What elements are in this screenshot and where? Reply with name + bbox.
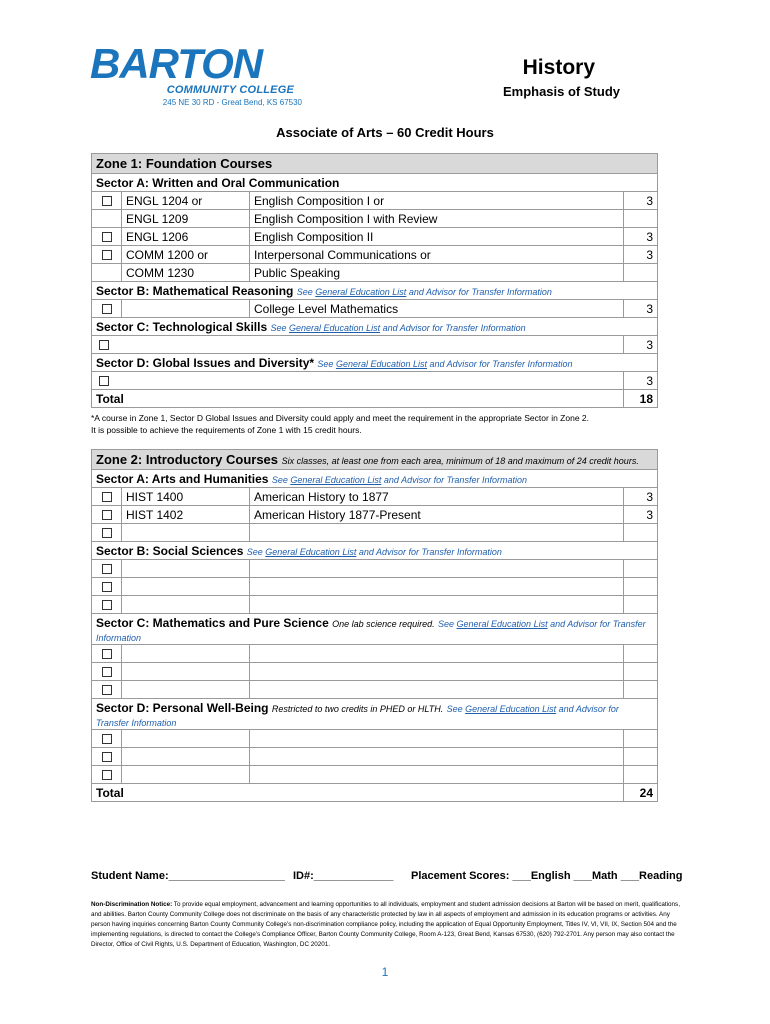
course-row bbox=[92, 748, 658, 766]
zone1-table bbox=[91, 153, 658, 408]
course-title: College Level Mathematics bbox=[250, 300, 624, 318]
notice-label: Non-Discrimination Notice: bbox=[91, 901, 173, 908]
zone2-sector-d-header bbox=[92, 699, 658, 730]
course-checkbox[interactable] bbox=[102, 685, 112, 695]
course-row bbox=[92, 300, 658, 318]
transfer-info-link[interactable]: See General Education List and Advisor for Transfer Information bbox=[296, 286, 552, 297]
total-label: Total bbox=[92, 390, 624, 408]
zone1-heading: Zone 1: Foundation Courses bbox=[92, 154, 658, 174]
zone1-total-row bbox=[92, 390, 658, 408]
course-checkbox[interactable] bbox=[102, 649, 112, 659]
course-row bbox=[92, 645, 658, 663]
document-subtitle: Emphasis of Study bbox=[502, 84, 620, 99]
logo-wordmark: BARTON bbox=[90, 40, 263, 87]
course-title: American History to 1877 bbox=[250, 488, 624, 506]
course-row bbox=[92, 210, 658, 228]
zone1-sector-a-heading: Sector A: Written and Oral Communication bbox=[92, 174, 658, 192]
zone1-sector-a-header bbox=[92, 174, 658, 192]
zone1-sector-b-header bbox=[92, 282, 658, 300]
placement-scores-field[interactable]: Placement Scores: ___English ___Math ___Reading bbox=[411, 870, 683, 882]
course-checkbox[interactable] bbox=[102, 250, 112, 260]
course-row bbox=[92, 524, 658, 542]
course-row bbox=[92, 730, 658, 748]
course-credits: 3 bbox=[624, 246, 658, 264]
course-checkbox[interactable] bbox=[102, 667, 112, 677]
zone2-sector-b-header bbox=[92, 542, 658, 560]
course-row bbox=[92, 488, 658, 506]
zone1-sector-c-heading: Sector C: Technological Skills bbox=[96, 319, 268, 334]
zone2-sector-b-heading: Sector B: Social Sciences bbox=[96, 543, 244, 558]
document-title: History bbox=[522, 56, 595, 79]
course-credits: 3 bbox=[624, 228, 658, 246]
course-checkbox[interactable] bbox=[102, 492, 112, 502]
zone1-sector-c-header bbox=[92, 318, 658, 336]
zone2-sector-a-header bbox=[92, 470, 658, 488]
course-row bbox=[92, 506, 658, 524]
course-code: COMM 1230 bbox=[122, 264, 250, 282]
zone2-sector-d-note: Restricted to two credits in PHED or HLTH. bbox=[271, 704, 444, 714]
barton-logo bbox=[90, 40, 310, 107]
course-code: ENGL 1204 or bbox=[122, 192, 250, 210]
transfer-info-link[interactable]: See General Education List and Advisor for Transfer Information bbox=[246, 546, 502, 557]
course-checkbox[interactable] bbox=[102, 582, 112, 592]
course-row bbox=[92, 560, 658, 578]
course-checkbox[interactable] bbox=[102, 196, 112, 206]
total-value: 18 bbox=[624, 390, 658, 408]
course-title: English Composition I or bbox=[250, 192, 624, 210]
course-checkbox[interactable] bbox=[99, 340, 109, 350]
zone1-sector-b-heading: Sector B: Mathematical Reasoning bbox=[96, 283, 294, 298]
course-title: American History 1877-Present bbox=[250, 506, 624, 524]
total-label: Total bbox=[92, 784, 624, 802]
course-row bbox=[92, 372, 658, 390]
course-credits bbox=[624, 264, 658, 282]
course-checkbox[interactable] bbox=[102, 752, 112, 762]
zone2-table bbox=[91, 449, 658, 802]
transfer-info-link[interactable]: See General Education List and Advisor for Transfer Information bbox=[271, 474, 527, 485]
course-checkbox[interactable] bbox=[99, 376, 109, 386]
course-row bbox=[92, 681, 658, 699]
course-code: HIST 1400 bbox=[122, 488, 250, 506]
logo-subtitle: COMMUNITY COLLEGE bbox=[166, 84, 294, 96]
page-number: 1 bbox=[381, 965, 389, 979]
course-code: COMM 1200 or bbox=[122, 246, 250, 264]
course-credits: 3 bbox=[624, 372, 658, 390]
zone2-note: Six classes, at least one from each area, minimum of 18 and maximum of 24 credit hours. bbox=[281, 456, 639, 466]
course-row bbox=[92, 192, 658, 210]
zone2-sector-c-note: One lab science required. bbox=[332, 619, 435, 629]
notice-text: To provide equal employment, advancement and learning opportunities to all individuals, employment and student admission decisions at Barton will be based on merit, qualifications, and abilities. Barton County Community College does not discriminate on the basis of any characteristic protected by law in all aspects of employment and admission in its education programs or activities. Any person having inquiries concerning Barton County Community College’s non-discrimination compliance policy, including the application of Equal Opportunity Employment, Titles IV, VI, VII, IX, Section 504 and the implementing regulations, is directed to contact the College’s Compliance Officer, Barton County Community College, Room A-123, Great Bend, Kansas 67530, (620) 792-2701. Any person may also contact the Director, Office of Civil Rights, U.S. Department of Education, Washington, DC 20201. bbox=[91, 901, 680, 948]
transfer-info-link-continued[interactable]: Information bbox=[96, 633, 142, 643]
course-code: ENGL 1209 bbox=[122, 210, 250, 228]
course-checkbox[interactable] bbox=[102, 564, 112, 574]
course-row bbox=[92, 578, 658, 596]
course-checkbox[interactable] bbox=[102, 770, 112, 780]
course-code: ENGL 1206 bbox=[122, 228, 250, 246]
course-checkbox[interactable] bbox=[102, 734, 112, 744]
zone2-heading: Zone 2: Introductory Courses bbox=[96, 452, 279, 467]
course-title: Public Speaking bbox=[250, 264, 624, 282]
course-title: English Composition II bbox=[250, 228, 624, 246]
course-row bbox=[92, 663, 658, 681]
student-name-field[interactable]: Student Name:___________________ bbox=[91, 870, 285, 882]
transfer-info-link[interactable]: See General Education List and Advisor for bbox=[446, 704, 619, 714]
zone1-footnote: *A course in Zone 1, Sector D Global Issues and Diversity could apply and meet the requirement in the appropriate Sector in Zone 2. It is possible to achieve the requirements of Zone 1 with 15 credit hours. bbox=[91, 413, 589, 435]
course-checkbox[interactable] bbox=[102, 510, 112, 520]
zone2-sector-c-header bbox=[92, 614, 658, 645]
course-credits: 3 bbox=[624, 506, 658, 524]
student-id-field[interactable]: ID#:_____________ bbox=[293, 870, 394, 882]
non-discrimination-notice bbox=[91, 900, 681, 950]
course-credits: 3 bbox=[624, 488, 658, 506]
zone2-total-row bbox=[92, 784, 658, 802]
course-row bbox=[92, 336, 658, 354]
course-credits bbox=[624, 210, 658, 228]
course-credits: 3 bbox=[624, 336, 658, 354]
transfer-info-link-continued[interactable]: Transfer Information bbox=[96, 718, 177, 728]
course-checkbox[interactable] bbox=[102, 528, 112, 538]
transfer-info-link[interactable]: See General Education List and Advisor for Transfer bbox=[438, 619, 646, 629]
course-row bbox=[92, 596, 658, 614]
zone1-sector-d-heading: Sector D: Global Issues and Diversity* bbox=[96, 355, 315, 370]
transfer-info-link[interactable]: See General Education List and Advisor for Transfer Information bbox=[317, 358, 573, 369]
course-credits: 3 bbox=[624, 300, 658, 318]
course-title: Interpersonal Communications or bbox=[250, 246, 624, 264]
course-row bbox=[92, 766, 658, 784]
course-checkbox[interactable] bbox=[102, 600, 112, 610]
degree-heading: Associate of Arts – 60 Credit Hours bbox=[276, 125, 494, 140]
course-row bbox=[92, 246, 658, 264]
zone2-sector-a-heading: Sector A: Arts and Humanities bbox=[96, 471, 269, 486]
course-credits: 3 bbox=[624, 192, 658, 210]
logo-address: 245 NE 30 RD - Great Bend, KS 67530 bbox=[162, 98, 302, 107]
zone2-header bbox=[92, 450, 658, 470]
course-checkbox[interactable] bbox=[102, 304, 112, 314]
course-checkbox[interactable] bbox=[102, 232, 112, 242]
zone2-sector-d-heading: Sector D: Personal Well-Being bbox=[96, 701, 269, 715]
zone1-sector-d-header bbox=[92, 354, 658, 372]
course-row bbox=[92, 228, 658, 246]
transfer-info-link[interactable]: See General Education List and Advisor for Transfer Information bbox=[270, 322, 526, 333]
zone2-sector-c-heading: Sector C: Mathematics and Pure Science bbox=[96, 616, 329, 630]
total-value: 24 bbox=[624, 784, 658, 802]
course-title: English Composition I with Review bbox=[250, 210, 624, 228]
zone1-header bbox=[92, 154, 658, 174]
course-code: HIST 1402 bbox=[122, 506, 250, 524]
course-row bbox=[92, 264, 658, 282]
